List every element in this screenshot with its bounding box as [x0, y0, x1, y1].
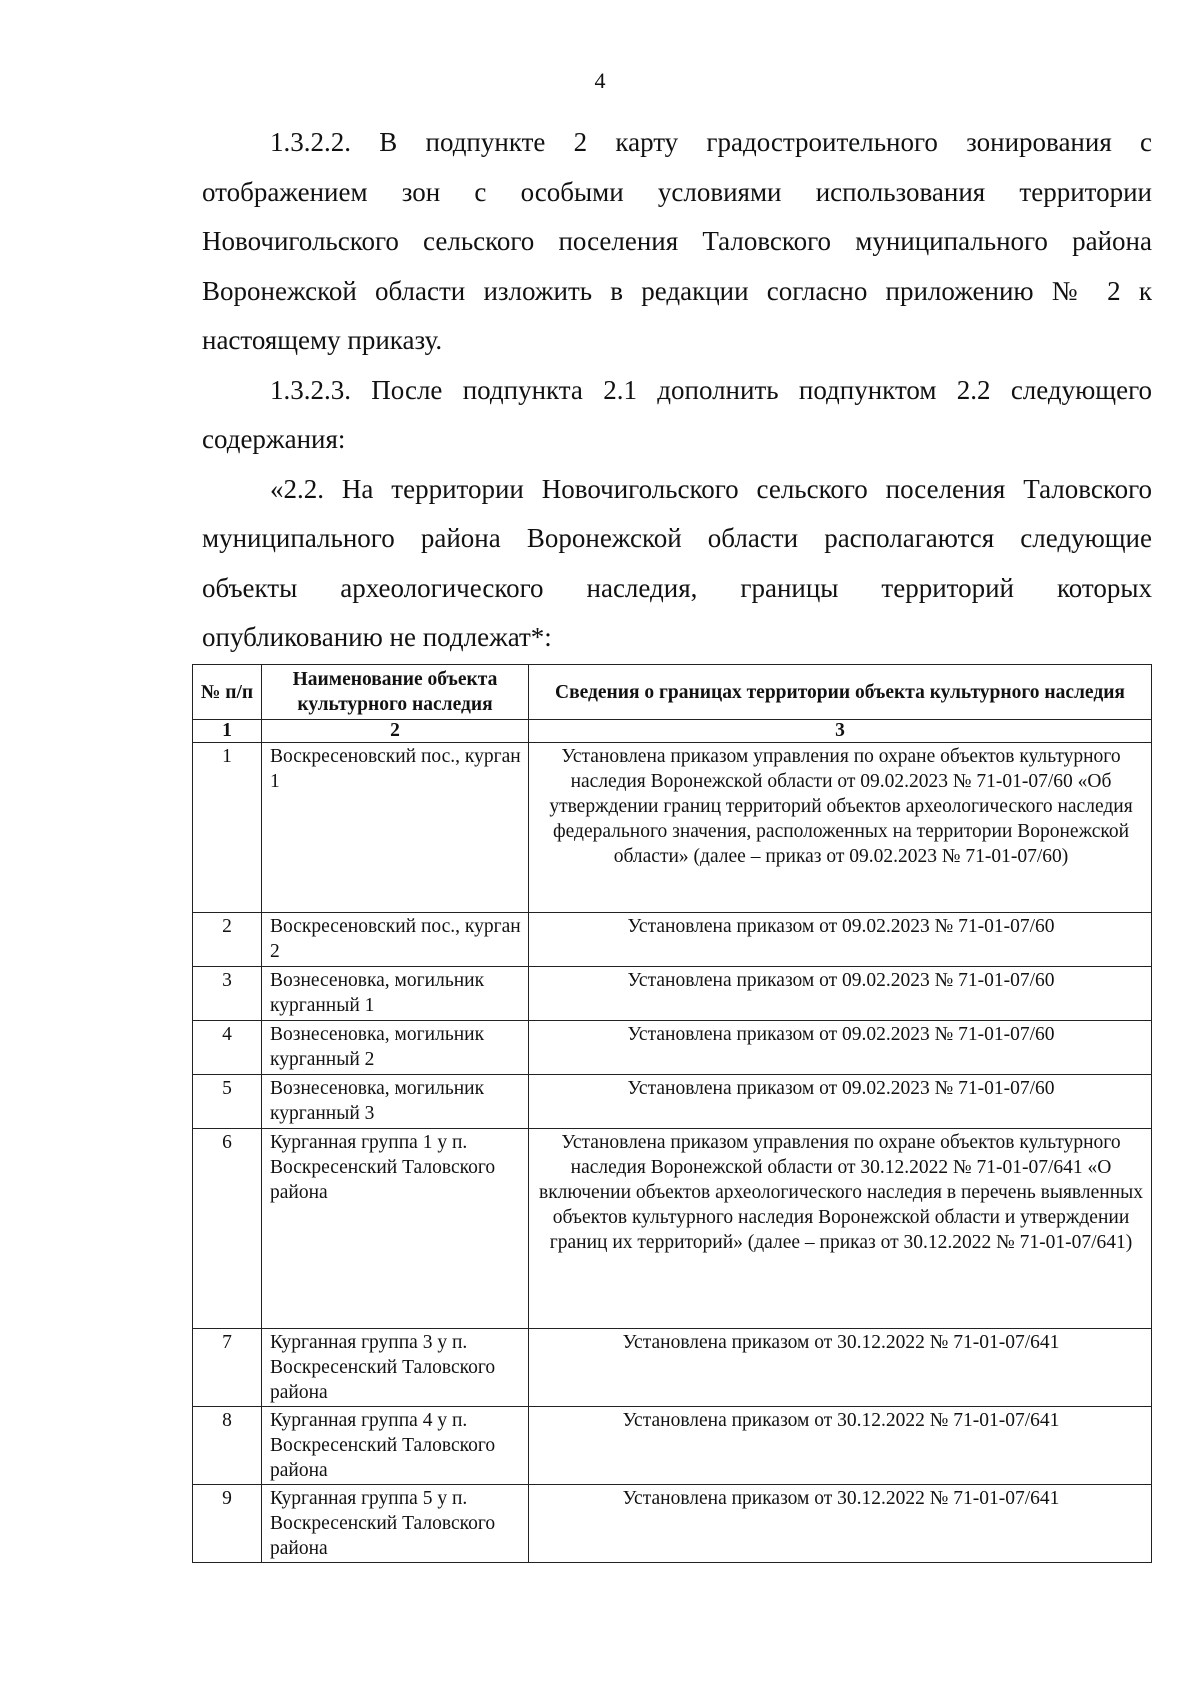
- body-text: [202, 118, 1152, 663]
- object-name: Вознесеновка, могильник курганный 1: [262, 967, 529, 1021]
- row-number: 4: [193, 1021, 262, 1075]
- row-number: 3: [193, 967, 262, 1021]
- header-object-name: Наименование объекта культурного наследия: [262, 665, 529, 720]
- paragraph-2-2: [202, 465, 1152, 663]
- heritage-objects-table: [192, 664, 1152, 1563]
- table-row: [193, 1129, 1152, 1329]
- row-number: 9: [193, 1485, 262, 1563]
- column-number: 3: [529, 720, 1152, 743]
- boundary-info: Установлена приказом от 30.12.2022 № 71-01-07/641: [529, 1407, 1152, 1485]
- row-number: 2: [193, 913, 262, 967]
- boundary-info: Установлена приказом от 09.02.2023 № 71-01-07/60: [529, 913, 1152, 967]
- paragraph-1-3-2-3: [202, 366, 1152, 465]
- column-number: 2: [262, 720, 529, 743]
- row-number: 1: [193, 743, 262, 913]
- boundary-info: Установлена приказом от 09.02.2023 № 71-01-07/60: [529, 967, 1152, 1021]
- boundary-info: Установлена приказом от 30.12.2022 № 71-01-07/641: [529, 1485, 1152, 1563]
- column-number: 1: [193, 720, 262, 743]
- boundary-info: Установлена приказом от 30.12.2022 № 71-01-07/641: [529, 1329, 1152, 1407]
- paragraph-text: «2.2. На территории Новочигольского сельского поселения Таловского муниципального района Воронежской области располагаются следующие объекты археологического наследия, границы территорий которых опубликованию не подлежат*:: [202, 473, 1152, 652]
- row-number: 5: [193, 1075, 262, 1129]
- paragraph-1-3-2-2: [202, 118, 1152, 366]
- object-name: Курганная группа 1 у п. Воскресенский Таловского района: [262, 1129, 529, 1329]
- boundary-info: Установлена приказом управления по охране объектов культурного наследия Воронежской области от 09.02.2023 № 71-01-07/60 «Об утверждении границ территорий объектов археологического наследия федерального значения, расположенных на территории Воронежской области» (далее – приказ от 09.02.2023 № 71-01-07/60): [529, 743, 1152, 913]
- page-number: 4: [594, 68, 606, 93]
- row-number: 6: [193, 1129, 262, 1329]
- table-row: [193, 743, 1152, 913]
- table-row: [193, 1407, 1152, 1485]
- row-number: 7: [193, 1329, 262, 1407]
- table-row: [193, 967, 1152, 1021]
- table-header-row: [193, 665, 1152, 720]
- table-row: [193, 1021, 1152, 1075]
- table-row: [193, 1075, 1152, 1129]
- row-number: 8: [193, 1407, 262, 1485]
- header-number: № п/п: [193, 665, 262, 720]
- paragraph-text: 1.3.2.3. После подпункта 2.1 дополнить подпунктом 2.2 следующего содержания:: [202, 374, 1152, 454]
- paragraph-text: 1.3.2.2. В подпункте 2 карту градостроительного зонирования с отображением зон с особыми условиями использования территории Новочигольского сельского поселения Таловского муниципального района Воронежской области изложить в редакции согласно приложению № 2 к настоящему приказу.: [202, 127, 1152, 355]
- object-name: Воскресеновский пос., курган 2: [262, 913, 529, 967]
- header-boundary-info: Сведения о границах территории объекта культурного наследия: [529, 665, 1152, 720]
- boundary-info: Установлена приказом от 09.02.2023 № 71-01-07/60: [529, 1075, 1152, 1129]
- object-name: Вознесеновка, могильник курганный 2: [262, 1021, 529, 1075]
- object-name: Курганная группа 3 у п. Воскресенский Таловского района: [262, 1329, 529, 1407]
- object-name: Вознесеновка, могильник курганный 3: [262, 1075, 529, 1129]
- object-name: Курганная группа 5 у п. Воскресенский Таловского района: [262, 1485, 529, 1563]
- table-row: [193, 1485, 1152, 1563]
- table-row: [193, 1329, 1152, 1407]
- table-column-numbers-row: [193, 720, 1152, 743]
- boundary-info: Установлена приказом управления по охране объектов культурного наследия Воронежской области от 30.12.2022 № 71-01-07/641 «О включении объектов археологического наследия в перечень выявленных объектов культурного наследия Воронежской области и утверждении границ их территорий» (далее – приказ от 30.12.2022 № 71-01-07/641): [529, 1129, 1152, 1329]
- object-name: Курганная группа 4 у п. Воскресенский Таловского района: [262, 1407, 529, 1485]
- boundary-info: Установлена приказом от 09.02.2023 № 71-01-07/60: [529, 1021, 1152, 1075]
- table-row: [193, 913, 1152, 967]
- object-name: Воскресеновский пос., курган 1: [262, 743, 529, 913]
